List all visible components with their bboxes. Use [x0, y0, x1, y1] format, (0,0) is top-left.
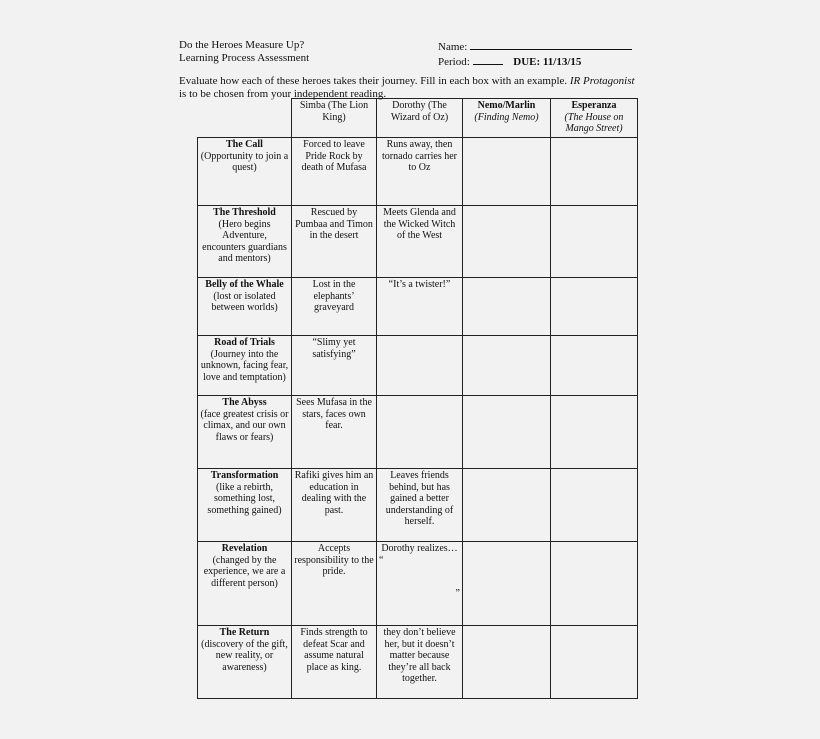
dorothy-cell: “It’s a twister!” [377, 278, 463, 336]
nemo-answer-cell[interactable] [463, 626, 551, 699]
nemo-answer-cell[interactable] [463, 542, 551, 626]
simba-cell: Rafiki gives him an education in dealing with the past. [292, 469, 377, 542]
corner-cell [198, 99, 292, 138]
worksheet-header [179, 39, 309, 65]
table-row [198, 278, 638, 336]
stage-cell-transformation: Transformation (like a rebirth, something lost, something gained) [198, 469, 292, 542]
instructions-text-a: Evaluate how each of these heroes takes their journey. Fill in each box with an example. [179, 75, 570, 87]
simba-cell: Rescued by Pumbaa and Timon in the desert [292, 206, 377, 278]
name-label: Name: [438, 41, 468, 53]
dorothy-revelation-text: Dorothy realizes… [381, 543, 458, 554]
dorothy-answer-cell[interactable] [377, 336, 463, 396]
column-header-esperanza: Esperanza (The House on Mango Street) [551, 99, 638, 138]
esperanza-answer-cell[interactable] [551, 138, 638, 206]
nemo-answer-cell[interactable] [463, 469, 551, 542]
name-blank[interactable] [470, 39, 632, 50]
dorothy-cell: Meets Glenda and the Wicked Witch of the West [377, 206, 463, 278]
stage-cell-revelation: Revelation (changed by the experience, we are a different person) [198, 542, 292, 626]
nemo-answer-cell[interactable] [463, 138, 551, 206]
open-quote-mark: “ [379, 554, 384, 566]
dorothy-cell: Leaves friends behind, but has gained a better understanding of herself. [377, 469, 463, 542]
hero-journey-table [197, 98, 638, 699]
simba-cell: Forced to leave Pride Rock by death of Mufasa [292, 138, 377, 206]
period-blank[interactable] [473, 54, 503, 65]
dorothy-answer-cell[interactable] [377, 396, 463, 469]
nemo-answer-cell[interactable] [463, 206, 551, 278]
simba-cell: Lost in the elephants’ graveyard [292, 278, 377, 336]
dorothy-revelation-cell [377, 542, 463, 626]
table-header-row [198, 99, 638, 138]
column-header-nemo: Nemo/Marlin (Finding Nemo) [463, 99, 551, 138]
simba-cell: “Slimy yet satisfying” [292, 336, 377, 396]
table-row [198, 469, 638, 542]
nemo-answer-cell[interactable] [463, 396, 551, 469]
stage-cell-the-threshold: The Threshold (Hero begins Adventure, encounters guardians and mentors) [198, 206, 292, 278]
table-row [198, 138, 638, 206]
table-row [198, 396, 638, 469]
simba-cell: Sees Mufasa in the stars, faces own fear. [292, 396, 377, 469]
simba-cell: Accepts responsibility to the pride. [292, 542, 377, 626]
close-quote-mark: ” [455, 588, 460, 599]
esperanza-answer-cell[interactable] [551, 396, 638, 469]
simba-cell: Finds strength to defeat Scar and assume natural place as king. [292, 626, 377, 699]
period-label: Period: [438, 56, 470, 68]
due-date: DUE: 11/13/15 [513, 56, 582, 68]
stage-cell-the-abyss: The Abyss (face greatest crisis or climax, and our own flaws or fears) [198, 396, 292, 469]
stage-cell-the-call: The Call (Opportunity to join a quest) [198, 138, 292, 206]
esperanza-answer-cell[interactable] [551, 336, 638, 396]
stage-cell-belly-of-the-whale: Belly of the Whale (lost or isolated between worlds) [198, 278, 292, 336]
column-header-dorothy: Dorothy (The Wizard of Oz) [377, 99, 463, 138]
nemo-answer-cell[interactable] [463, 336, 551, 396]
table-row [198, 206, 638, 278]
column-header-simba: Simba (The Lion King) [292, 99, 377, 138]
dorothy-cell: Runs away, then tornado carries her to Oz [377, 138, 463, 206]
table-row [198, 336, 638, 396]
esperanza-answer-cell[interactable] [551, 542, 638, 626]
esperanza-answer-cell[interactable] [551, 626, 638, 699]
instructions-text-b: is to be chosen from your independent reading. [179, 88, 387, 100]
student-info [438, 39, 632, 69]
stage-cell-the-return: The Return (discovery of the gift, new reality, or awareness) [198, 626, 292, 699]
esperanza-answer-cell[interactable] [551, 469, 638, 542]
esperanza-answer-cell[interactable] [551, 278, 638, 336]
table-row [198, 626, 638, 699]
nemo-answer-cell[interactable] [463, 278, 551, 336]
instructions-ir-protagonist: IR Protagonist [569, 75, 635, 87]
esperanza-answer-cell[interactable] [551, 206, 638, 278]
stage-cell-road-of-trials: Road of Trials (Journey into the unknown, facing fear, love and temptation) [198, 336, 292, 396]
dorothy-cell: they don’t believe her, but it doesn’t matter because they’re all back together. [377, 626, 463, 699]
worksheet-subtitle: Learning Process Assessment [179, 52, 310, 64]
table-row [198, 542, 638, 626]
worksheet-title: Do the Heroes Measure Up? [179, 39, 305, 51]
